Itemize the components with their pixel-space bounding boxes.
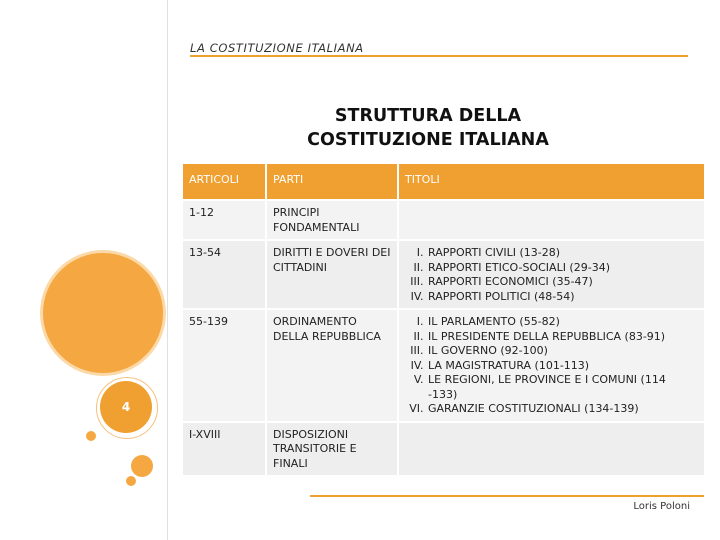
- cell-titoli: [398, 309, 705, 422]
- cell-articoli: 13-54: [182, 240, 266, 309]
- footer-author: Loris Poloni: [633, 501, 690, 512]
- table-header-row: [182, 163, 705, 200]
- cell-articoli: I-XVIII: [182, 422, 266, 477]
- list-item: III. IL GOVERNO (92-100): [427, 344, 698, 359]
- decor-circle-small-2: [126, 476, 136, 486]
- slide-title: [240, 104, 616, 152]
- decor-circle-large: [43, 253, 163, 373]
- titoli-list: [405, 315, 698, 417]
- cell-titoli: [398, 200, 705, 240]
- page-number: 4: [121, 400, 131, 414]
- table-row: [182, 309, 705, 422]
- decor-circle-small-1: [86, 431, 96, 441]
- list-item: II. IL PRESIDENTE DELLA REPUBBLICA (83-91): [427, 330, 698, 345]
- header-articoli: ARTICOLI: [182, 163, 266, 200]
- list-item: I. RAPPORTI CIVILI (13-28): [427, 246, 698, 261]
- list-item: IV. LA MAGISTRATURA (101-113): [427, 359, 698, 374]
- cell-parti: ORDINAMENTO DELLA REPUBBLICA: [266, 309, 398, 422]
- decor-circle-medium: [131, 455, 153, 477]
- table-row: [182, 240, 705, 309]
- table-row: [182, 422, 705, 477]
- list-item: III. RAPPORTI ECONOMICI (35-47): [427, 275, 698, 290]
- cell-parti: DIRITTI E DOVERI DEI CITTADINI: [266, 240, 398, 309]
- footer-rule: [310, 495, 704, 497]
- list-item: VI. GARANZIE COSTITUZIONALI (134-139): [427, 402, 698, 417]
- structure-table: [181, 162, 706, 477]
- table-row: [182, 200, 705, 240]
- cell-parti: DISPOSIZIONI TRANSITORIE E FINALI: [266, 422, 398, 477]
- cell-articoli: 1-12: [182, 200, 266, 240]
- slide-divider-line: [167, 0, 168, 540]
- header-rule: [190, 55, 688, 57]
- cell-titoli: [398, 240, 705, 309]
- cell-articoli: 55-139: [182, 309, 266, 422]
- header-parti: PARTI: [266, 163, 398, 200]
- header-titoli: TITOLI: [398, 163, 705, 200]
- list-item: I. IL PARLAMENTO (55-82): [427, 315, 698, 330]
- cell-parti: PRINCIPI FONDAMENTALI: [266, 200, 398, 240]
- slide-title-line1: STRUTTURA DELLA: [334, 106, 522, 126]
- slide-title-line2: COSTITUZIONE ITALIANA: [307, 130, 549, 150]
- cell-titoli: [398, 422, 705, 477]
- list-item: II. RAPPORTI ETICO-SOCIALI (29-34): [427, 261, 698, 276]
- list-item: V. LE REGIONI, LE PROVINCE E I COMUNI (114 -133): [427, 373, 698, 402]
- header-title: LA COSTITUZIONE ITALIANA: [190, 41, 364, 55]
- titoli-list: [405, 246, 698, 304]
- list-item: IV. RAPPORTI POLITICI (48-54): [427, 290, 698, 305]
